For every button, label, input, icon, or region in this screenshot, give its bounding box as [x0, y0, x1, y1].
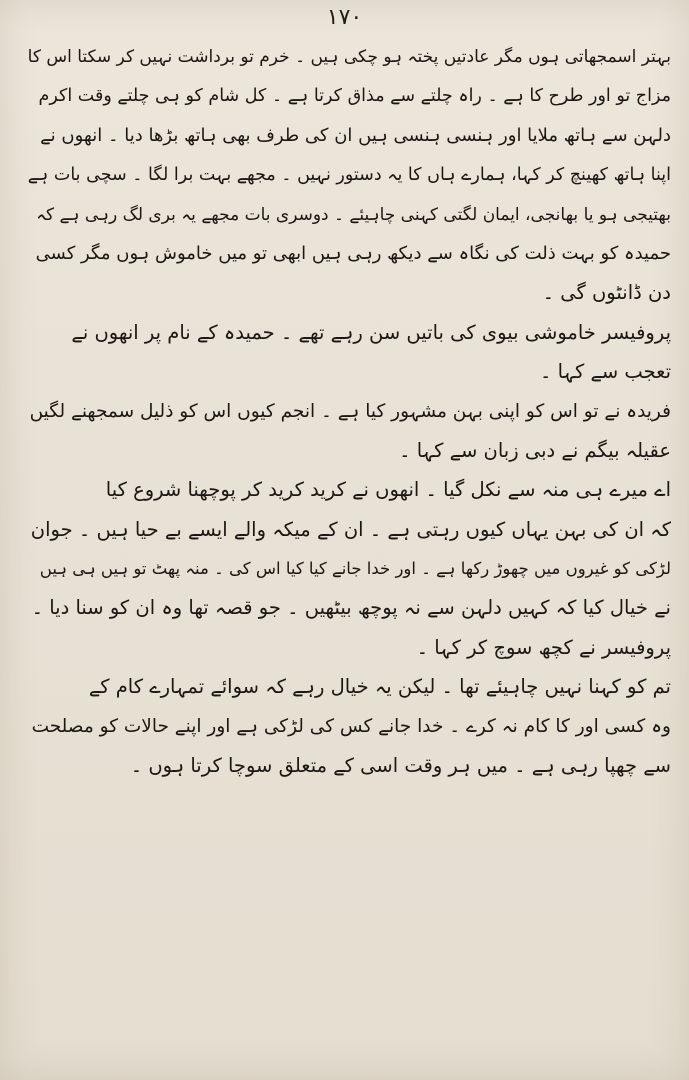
text-line: دلہن سے ہاتھ ملایا اور ہنسی ہنسی ہیں ان کی طرف بھی ہاتھ بڑھا دیا ۔ انھوں نے: [40, 124, 671, 146]
text-line: لڑکی کو غیروں میں چھوڑ رکھا ہے ۔ اور خدا جانے کیا کیا اس کی ۔ منہ پھٹ تو ہیں ہی ہیں: [39, 559, 671, 579]
text-line: نے خیال کیا کہ کہیں دلہن سے نہ پوچھ بیٹھیں ۔ جو قصہ تھا وہ ان کو سنا دیا ۔: [31, 596, 671, 620]
text-line: کہ ان کی بہن یہاں کیوں رہتی ہے ۔ ان کے میکہ والے ایسے بے حیا ہیں ۔ جوان: [30, 517, 671, 541]
text-line: بھتیجی ہو یا بھانجی، ایمان لگتی کہنی چاہیئے ۔ دوسری بات مجھے یہ بری لگ رہی ہے کہ: [36, 204, 671, 225]
text-line: مزاج تو اور طرح کا ہے ۔ راہ چلتے سے مذاق کرتا ہے ۔ کل شام کو ہی چلتے وقت اکرم: [38, 86, 671, 107]
text-line: سے چھپا رہی ہے ۔ میں ہر وقت اسی کے متعلق سوچا کرتا ہوں ۔: [130, 754, 671, 778]
text-line: حمیدہ کو بہت ذلت کی نگاہ سے دیکھ رہی ہیں ابھی تو میں خاموش ہوں مگر کسی: [35, 242, 671, 264]
text-line: فریدہ نے تو اس کو اپنی بہن مشہور کیا ہے ۔ انجم کیوں اس کو ذلیل سمجھنے لگیں: [29, 400, 671, 422]
text-line: بہتر اسمجھاتی ہوں مگر عادتیں پختہ ہو چکی ہیں ۔ خرم تو برداشت نہیں کر سکتا اس کا: [27, 47, 671, 67]
text-line: عقیلہ بیگم نے دبی زبان سے کہا ۔: [399, 438, 671, 462]
text-line: وہ کسی اور کا کام نہ کرے ۔ خدا جانے کس کی لڑکی ہے اور اپنے حالات کو مصلحت: [31, 715, 671, 737]
text-line: پروفیسر خاموشی بیوی کی باتیں سن رہے تھے ۔ حمیدہ کے نام پر انھوں نے: [71, 320, 671, 344]
text-line: تعجب سے کہا ۔: [539, 360, 671, 384]
page-number: ۱۷۰: [326, 5, 363, 30]
text-line: اے میرے ہی منہ سے نکل گیا ۔ انھوں نے کرید کرید کر پوچھنا شروع کیا: [105, 478, 671, 502]
text-line: دن ڈانٹوں گی ۔: [542, 281, 671, 305]
page-text: [26, 40, 671, 788]
text-line: اپنا ہاتھ کھینچ کر کہا، ہمارے ہاں کا یہ دستور نہیں ۔ مجھے بہت برا لگا ۔ سچی بات ہے: [27, 165, 671, 186]
text-line: پروفیسر نے کچھ سوچ کر کہا ۔: [416, 635, 671, 659]
text-line: تم کو کہنا نہیں چاہیئے تھا ۔ لیکن یہ خیال رہے کہ سوائے تمہارے کام کے: [88, 675, 671, 699]
